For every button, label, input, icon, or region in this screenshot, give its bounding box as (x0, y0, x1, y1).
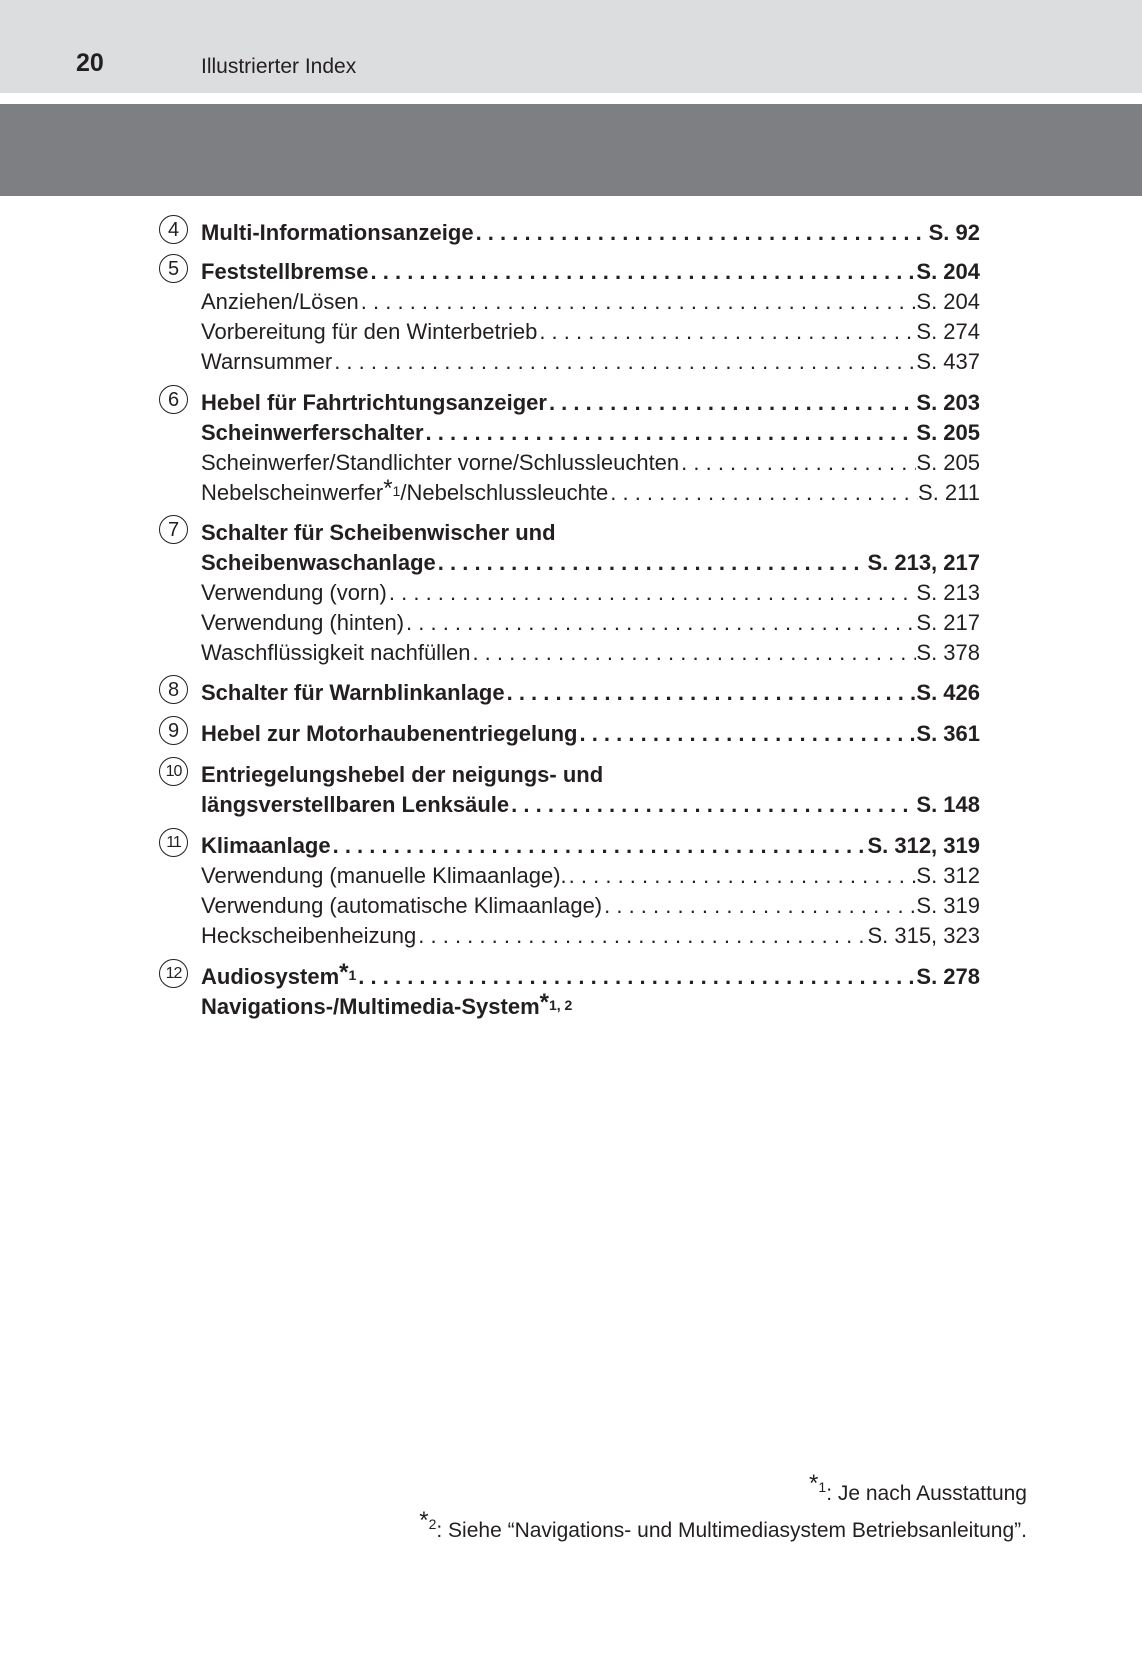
entry-page: S. 278 (916, 964, 980, 989)
entry-title: Schalter für Scheibenwischer und (201, 520, 556, 545)
index-subentry[interactable] (201, 891, 980, 921)
entry-title: Schalter für Warnblinkanlage (201, 680, 505, 705)
footnotes (419, 1472, 1027, 1546)
index-entry[interactable] (201, 959, 980, 992)
footnote-marker (539, 989, 573, 1016)
subentry-page: S. 213 (916, 580, 980, 605)
subentry-label-part: Nebelscheinwerfer (201, 480, 384, 505)
index-entry[interactable] (201, 678, 980, 708)
section-banner (0, 104, 1142, 196)
dot-leader (369, 257, 917, 287)
index-entry[interactable] (201, 418, 980, 448)
entry-page: S. 92 (928, 220, 980, 245)
dot-leader (505, 678, 917, 708)
dot-leader (577, 719, 916, 749)
footnote-ref: 1 (392, 483, 401, 499)
section-title: Illustrierter Index (201, 55, 357, 78)
footnote-2 (419, 1509, 1027, 1546)
index-entry[interactable] (201, 548, 980, 578)
footnote-ref: 1, 2 (548, 997, 573, 1013)
dot-leader (424, 418, 917, 448)
item-number-10: 10 (159, 757, 188, 786)
entry-title-part: Navigations-/Multimedia-System (201, 994, 540, 1019)
subentry-page: S. 204 (916, 289, 980, 314)
index-subentry[interactable] (201, 475, 980, 508)
subentry-page: S. 315, 323 (867, 923, 980, 948)
subentry-label: Waschflüssigkeit nachfüllen (201, 640, 471, 665)
subentry-label: Scheinwerfer/Standlichter vorne/Schlussleuchten (201, 450, 680, 475)
entry-page: S. 426 (916, 680, 980, 705)
subentry-label: Verwendung (automatische Klimaanlage) (201, 893, 603, 918)
footnote-text: : Je nach Ausstattung (826, 1482, 1027, 1505)
asterisk: * (339, 959, 349, 986)
item-number-4: 4 (159, 215, 188, 244)
item-number-12: 12 (159, 959, 188, 988)
entry-title: Scheinwerferschalter (201, 420, 424, 445)
subentry-page: S. 378 (916, 640, 980, 665)
entry-title: Hebel für Fahrtrichtungsanzeiger (201, 390, 547, 415)
dot-leader (436, 548, 868, 578)
dot-leader (331, 831, 868, 861)
entry-page: S. 203 (916, 390, 980, 415)
entry-title: Scheibenwaschanlage (201, 550, 436, 575)
subentry-label: Verwendung (vorn) (201, 580, 387, 605)
dot-leader (356, 962, 916, 992)
entry-title: längsverstellbaren Lenksäule (201, 792, 510, 817)
dot-leader (474, 218, 929, 248)
index-subentry[interactable] (201, 861, 980, 891)
footnote-ref: 1 (818, 1479, 827, 1495)
dot-leader (387, 578, 917, 608)
asterisk: * (383, 475, 393, 502)
subentry-label (201, 475, 609, 510)
subentry-page: S. 205 (916, 450, 980, 475)
subentry-label: Vorbereitung für den Winterbetrieb (201, 319, 538, 344)
entry-title: Feststellbremse (201, 259, 369, 284)
footnote-text: : Siehe “Navigations- und Multimediasystem Betriebsanleitung”. (436, 1519, 1027, 1542)
entry-page: S. 205 (916, 420, 980, 445)
index-entry[interactable] (201, 989, 980, 1022)
subentry-page: S. 319 (916, 893, 980, 918)
dot-leader (509, 790, 916, 820)
subentry-page: S. 211 (918, 480, 980, 505)
index-entry[interactable] (201, 388, 980, 418)
footnote-marker (339, 959, 357, 986)
entry-title: Hebel zur Motorhaubenentriegelung (201, 721, 578, 746)
dot-leader (404, 608, 916, 638)
item-number-7: 7 (159, 515, 188, 544)
index-entry[interactable] (201, 831, 980, 861)
entry-title (201, 989, 573, 1024)
index-subentry[interactable] (201, 921, 980, 951)
subentry-page: S. 312 (916, 863, 980, 888)
index-entry-heading (201, 760, 980, 790)
footnote-ref: 2 (428, 1516, 437, 1532)
asterisk: * (419, 1507, 429, 1534)
entry-title (201, 959, 357, 994)
index-entry[interactable] (201, 790, 980, 820)
item-number-9: 9 (159, 716, 188, 745)
subentry-label: Heckscheibenheizung (201, 923, 417, 948)
dot-leader (537, 317, 916, 347)
dot-leader (470, 638, 916, 668)
entry-page: S. 148 (916, 792, 980, 817)
entry-title-part: Audiosystem (201, 964, 340, 989)
entry-page: S. 361 (916, 721, 980, 746)
index-subentry[interactable] (201, 347, 980, 377)
item-number-5: 5 (159, 254, 188, 283)
index-entry[interactable] (201, 257, 980, 287)
dot-leader (608, 478, 918, 508)
subentry-label: Anziehen/Lösen (201, 289, 359, 314)
subentry-label: Warnsummer (201, 349, 333, 374)
entry-page: S. 204 (916, 259, 980, 284)
index-subentry[interactable] (201, 638, 980, 668)
asterisk: * (809, 1470, 819, 1497)
subentry-label-part: /Nebelschlussleuchte (400, 480, 609, 505)
entry-title: Multi-Informationsanzeige (201, 220, 474, 245)
header-band (0, 0, 1142, 93)
index-entry-heading (201, 518, 980, 548)
index-subentry[interactable] (201, 608, 980, 638)
dot-leader (359, 287, 917, 317)
index-entry[interactable] (201, 218, 980, 248)
index-subentry[interactable] (201, 317, 980, 347)
item-number-6: 6 (159, 385, 188, 414)
index-subentry[interactable] (201, 448, 980, 478)
item-number-11: 11 (159, 828, 188, 857)
footnote-marker (383, 475, 401, 502)
subentry-page: S. 274 (916, 319, 980, 344)
asterisk: * (539, 989, 549, 1016)
dot-leader (679, 448, 916, 478)
index-entry[interactable] (201, 719, 980, 749)
dot-leader (332, 347, 916, 377)
index-subentry[interactable] (201, 578, 980, 608)
page-number: 20 (76, 49, 104, 77)
footnote-1 (419, 1472, 1027, 1509)
subentry-page: S. 437 (916, 349, 980, 374)
entry-page: S. 213, 217 (867, 550, 980, 575)
subentry-label: Verwendung (hinten) (201, 610, 405, 635)
dot-leader (547, 388, 916, 418)
index-subentry[interactable] (201, 287, 980, 317)
entry-title: Klimaanlage (201, 833, 331, 858)
subentry-page: S. 217 (916, 610, 980, 635)
entry-page: S. 312, 319 (867, 833, 980, 858)
dot-leader (602, 891, 916, 921)
dot-leader (416, 921, 867, 951)
entry-title: Entriegelungshebel der neigungs- und (201, 762, 604, 787)
item-number-8: 8 (159, 675, 188, 704)
footnote-ref: 1 (348, 967, 357, 983)
dot-leader (567, 861, 917, 891)
subentry-label: Verwendung (manuelle Klimaanlage). (201, 863, 567, 888)
